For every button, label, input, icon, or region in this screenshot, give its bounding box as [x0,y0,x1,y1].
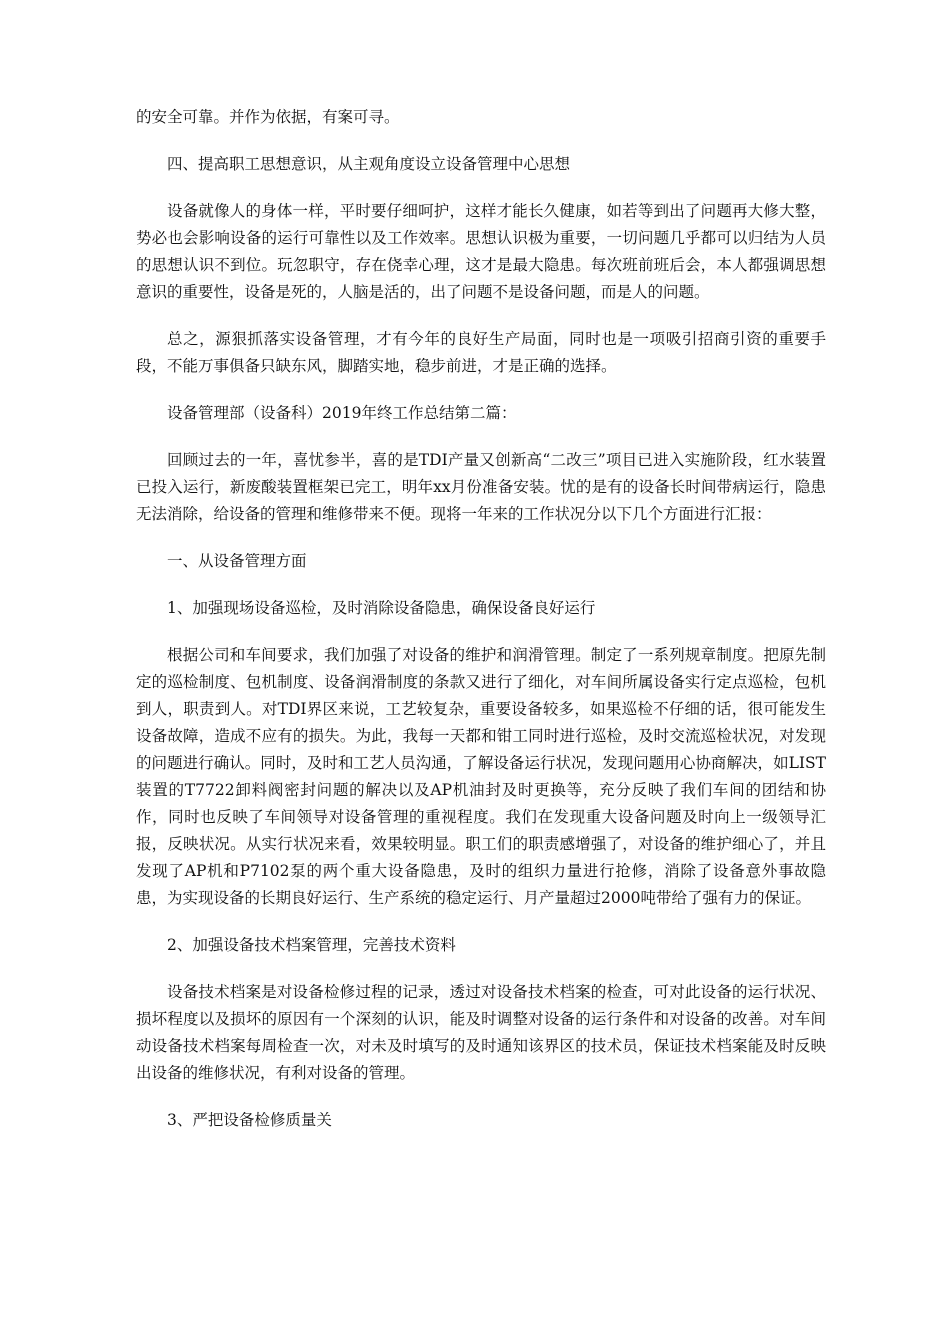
subsection-heading-3: 3、严把设备检修质量关 [167,1111,332,1129]
section-heading-1: 一、从设备管理方面 [167,552,307,570]
paragraph: 设备技术档案是对设备检修过程的记录，透过对设备技术档案的检查，可对此设备的运行状况、损坏程度以及损坏的原因有一个深刻的认识，能及时调整对设备的运行条件和对设备的改善。对车间动设备技术档案每周检查一次，对未及时填写的及时通知该界区的技术员，保证技术档案能及时反映出设备的维修状况，有利对设备的管理。 [136,983,826,1082]
subsection-heading-1: 1、加强现场设备巡检，及时消除设备隐患，确保设备良好运行 [167,599,596,617]
continuation-text: 的安全可靠。并作为依据，有案可寻。 [136,108,400,126]
paragraph: 总之，源狠抓落实设备管理，才有今年的良好生产局面，同时也是一项吸引招商引资的重要手段，不能万事俱备只缺东风，脚踏实地，稳步前进，才是正确的选择。 [136,330,826,375]
paragraph: 回顾过去的一年，喜忧参半，喜的是TDI产量又创新高“二改三”项目已进入实施阶段，红水装置已投入运行，新废酸装置框架已完工，明年xx月份准备安装。忧的是有的设备长时间带病运行，隐患无法消除，给设备的管理和维修带来不便。现将一年来的工作状况分以下几个方面进行汇报： [136,451,826,523]
report-title-second: 设备管理部（设备科）2019年终工作总结第二篇： [167,404,517,422]
section-heading-4: 四、提高职工思想意识，从主观角度设立设备管理中心思想 [167,155,571,173]
paragraph: 设备就像人的身体一样，平时要仔细呵护，这样才能长久健康，如若等到出了问题再大修大整，势必也会影响设备的运行可靠性以及工作效率。思想认识极为重要，一切问题几乎都可以归结为人员的思想认识不到位。玩忽职守，存在侥幸心理，这才是最大隐患。每次班前班后会，本人都强调思想意识的重要性，设备是死的，人脑是活的，出了问题不是设备问题，而是人的问题。 [136,202,826,301]
paragraph: 根据公司和车间要求，我们加强了对设备的维护和润滑管理。制定了一系列规章制度。把原先制定的巡检制度、包机制度、设备润滑制度的条款又进行了细化，对车间所属设备实行定点巡检，包机到人，职责到人。对TDI界区来说，工艺较复杂，重要设备较多，如果巡检不仔细的话，很可能发生设备故障，造成不应有的损失。为此，我每一天都和钳工同时进行巡检，及时交流巡检状况，对发现的问题进行确认。同时，及时和工艺人员沟通，了解设备运行状况，发现问题用心协商解决，如LIST装置的T7722卸料阀密封问题的解决以及AP机油封及时更换等，充分反映了我们车间的团结和协作，同时也反映了车间领导对设备管理的重视程度。我们在发现重大设备问题及时向上一级领导汇报，反映状况。从实行状况来看，效果较明显。职工们的职责感增强了，对设备的维护细心了，并且发现了AP机和P7102泵的两个重大设备隐患，及时的组织力量进行抢修，消除了设备意外事故隐患，为实现设备的长期良好运行、生产系统的稳定运行、月产量超过2000吨带给了强有力的保证。 [136,646,826,907]
subsection-heading-2: 2、加强设备技术档案管理，完善技术资料 [167,936,456,954]
document-page [136,104,826,1154]
